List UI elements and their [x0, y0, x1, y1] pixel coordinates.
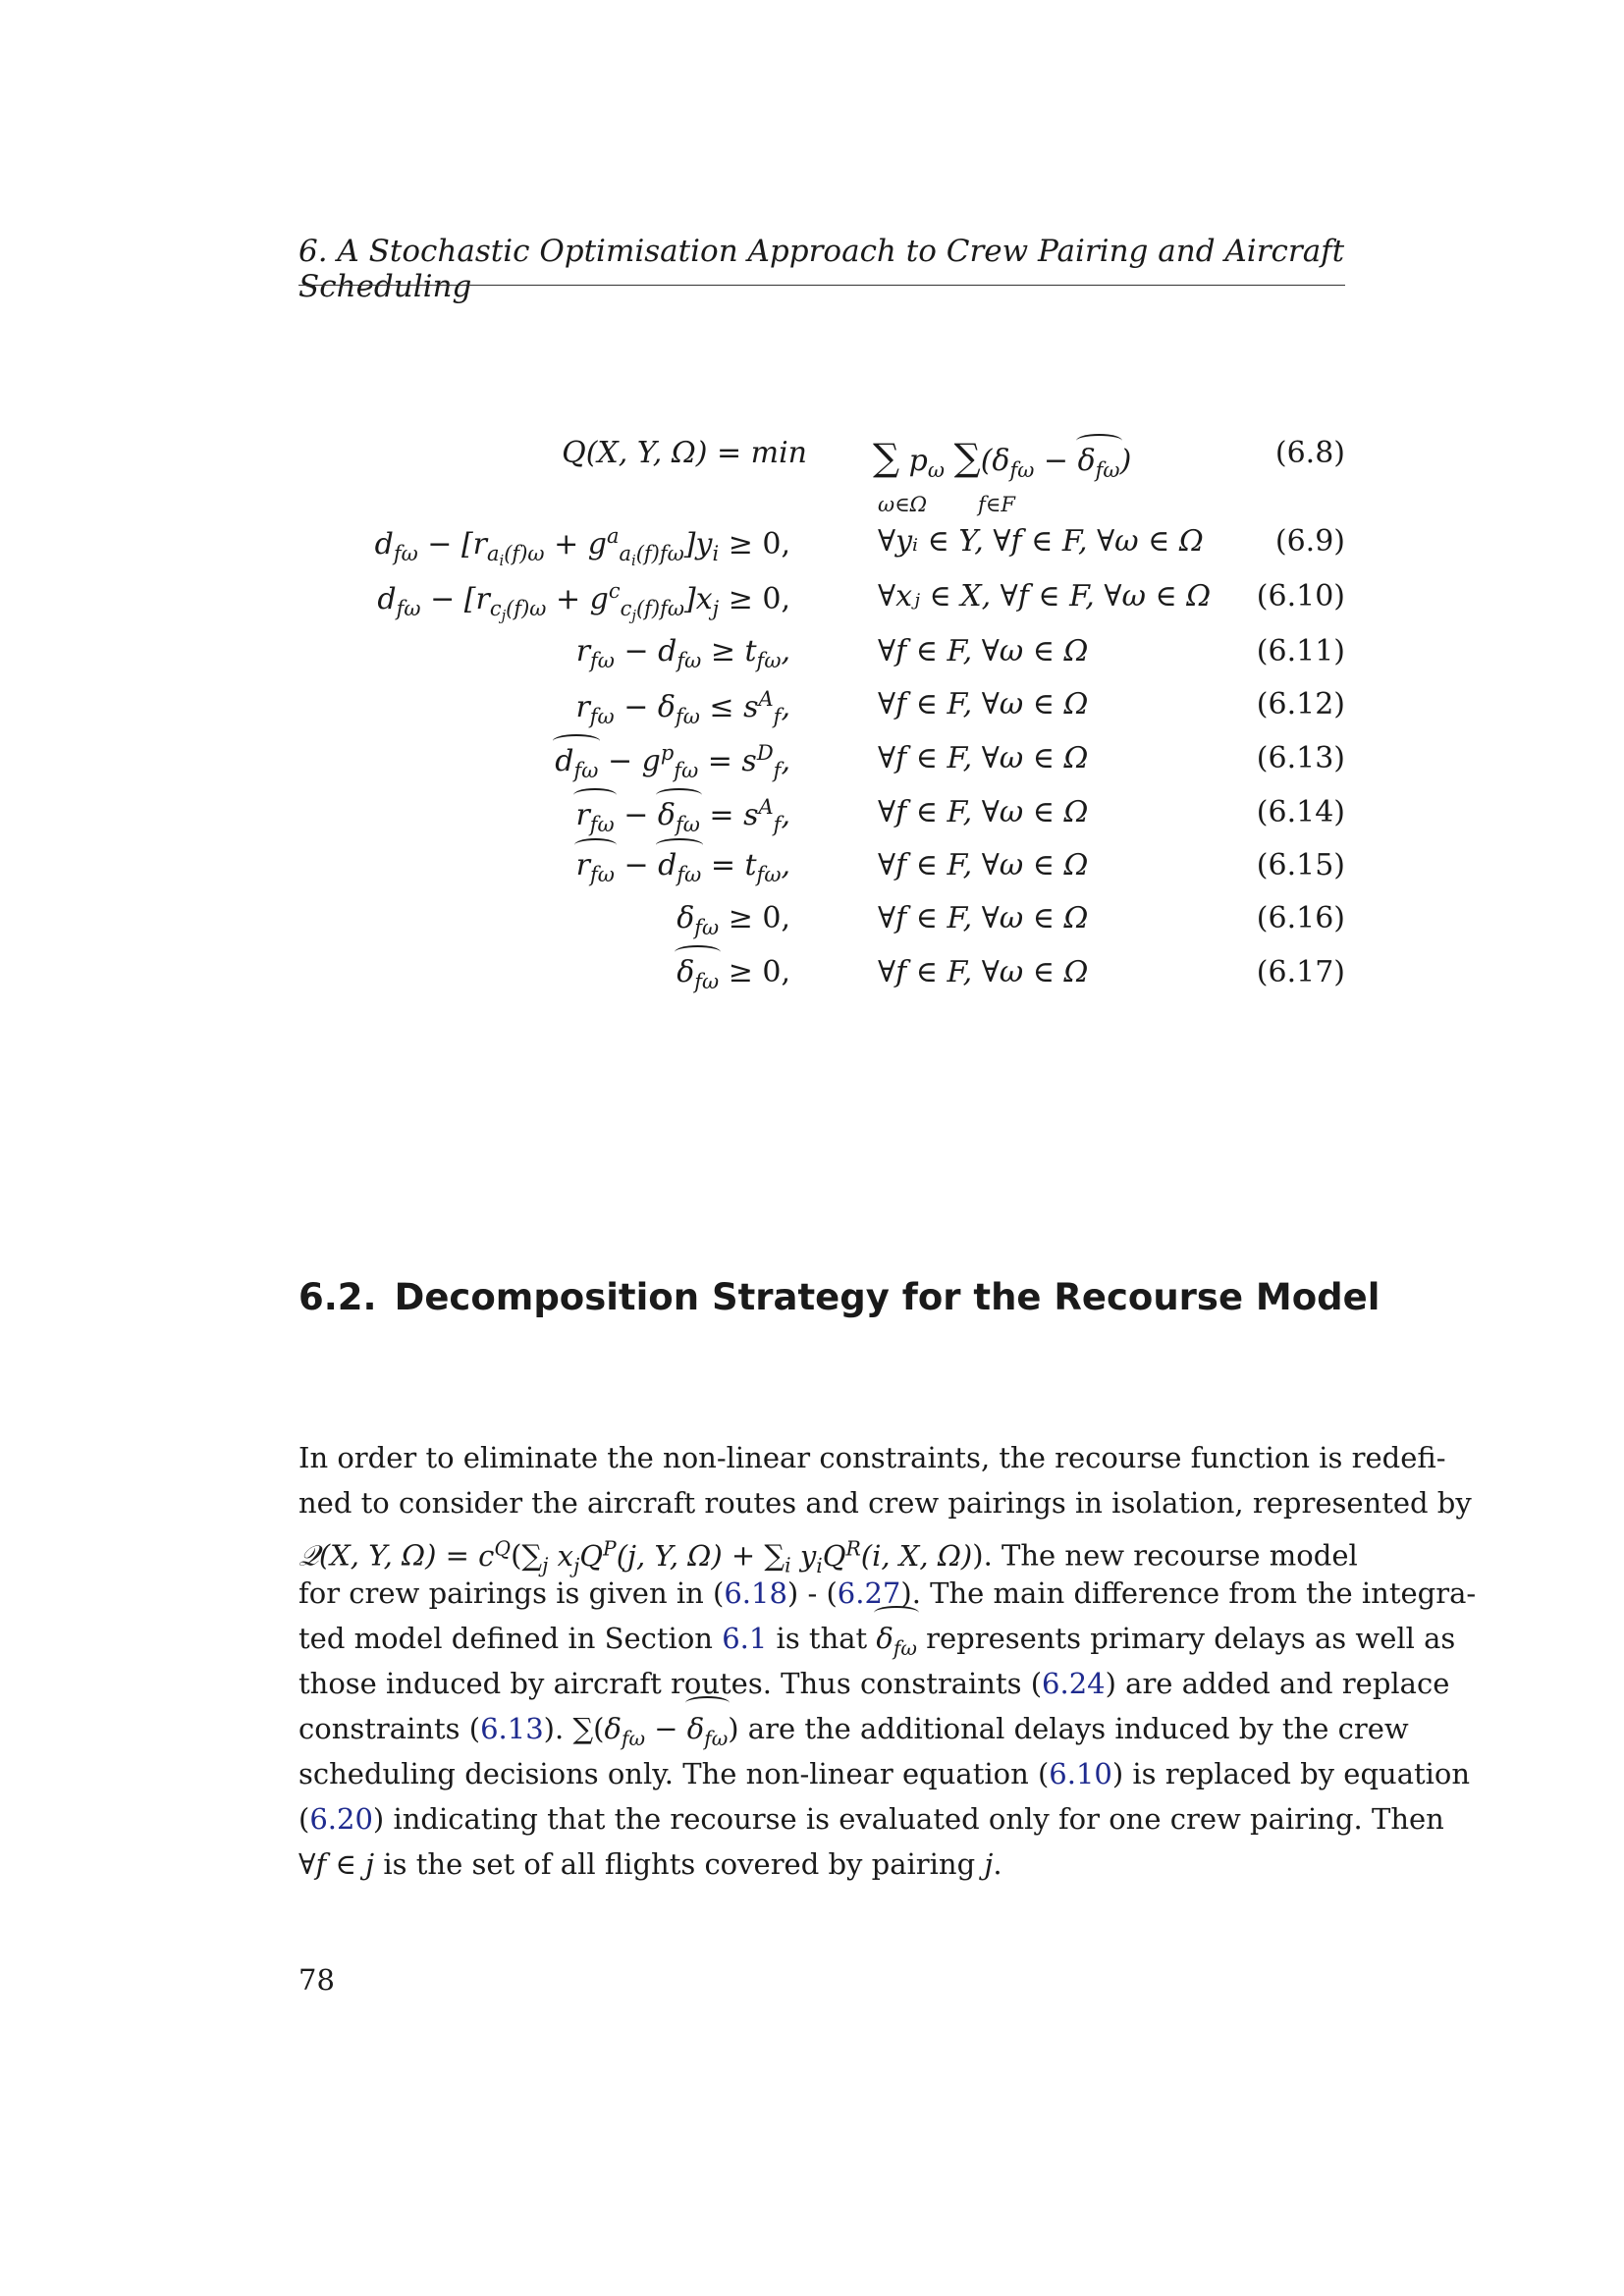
equation-6-15 — [298, 848, 1345, 903]
equation-condition: ∀f ∈ F, ∀ω ∈ Ω — [878, 848, 1089, 882]
equation-condition: ∀yᵢ ∈ Y, ∀f ∈ F, ∀ω ∈ Ω — [878, 524, 1204, 559]
sum-subscript-omega: ω∈Ω — [878, 493, 928, 516]
equation-number: (6.8) — [1274, 436, 1345, 470]
equation-lhs: Q(X, Y, Ω) = min — [562, 436, 807, 470]
equation-lhs: $r_{f\omega} - \delta_{f\omega} = s^A_f$, — [575, 795, 790, 836]
text-fragment: those induced by aircraft routes. Thus constraints ( — [298, 1667, 1043, 1700]
equation-condition: ∀xⱼ ∈ X, ∀f ∈ F, ∀ω ∈ Ω — [878, 579, 1212, 614]
equation-6-16 — [298, 901, 1345, 956]
text-fragment: for crew pairings is given in ( — [298, 1576, 725, 1610]
equation-6-12 — [298, 687, 1345, 742]
equation-6-13 — [298, 741, 1345, 796]
text-line — [298, 1661, 1450, 1706]
equation-6-14 — [298, 795, 1345, 850]
text-fragment: . The new recourse model — [983, 1538, 1358, 1573]
equation-lhs: $\delta_{f\omega} \ge 0$, — [677, 955, 790, 993]
text-fragment: ( — [298, 1802, 310, 1836]
text-line: 𝒬(X, Y, $\Omega) = c^Q(\sum_j$ $x_jQ^P(j$, Y, $\Omega) + \sum_i$ $y_iQ^R(i$, X, Ω)). The new recourse model — [298, 1536, 1358, 1577]
text-line — [298, 1796, 1444, 1842]
sum-subscript-f: f∈F — [978, 493, 1015, 516]
text-fragment: ). The main difference from the integra- — [900, 1576, 1477, 1610]
body-paragraph — [298, 1435, 1477, 1887]
text-fragment: ). — [543, 1712, 573, 1745]
equation-condition: ∀f ∈ F, ∀ω ∈ Ω — [878, 901, 1089, 935]
equation-number: (6.13) — [1256, 741, 1345, 775]
equation-condition: ∀f ∈ F, ∀ω ∈ Ω — [878, 687, 1089, 721]
text-fragment: ∀f ∈ — [298, 1847, 366, 1881]
equation-condition: ∀f ∈ F, ∀ω ∈ Ω — [878, 634, 1089, 668]
text-line — [298, 1751, 1471, 1796]
text-fragment: ) indicating that the recourse is evaluated only for one crew pairing. Then — [372, 1802, 1444, 1836]
equation-number: (6.10) — [1256, 579, 1345, 614]
equation-number: (6.12) — [1256, 687, 1345, 721]
equation-link[interactable]: 6.24 — [1042, 1667, 1106, 1700]
text-line — [298, 1571, 1477, 1616]
section-link[interactable]: 6.1 — [722, 1622, 768, 1655]
text-line — [298, 1842, 1345, 1887]
equation-lhs: $d_{f\omega} - [r_{a_i(f)\omega} + g^a_{a_i(f)f\omega}]y_i \ge 0$, — [374, 524, 790, 570]
text-fragment: j — [365, 1847, 375, 1881]
equation-6-17 — [298, 955, 1345, 1010]
text-fragment: . — [993, 1847, 1002, 1881]
equation-6-10 — [298, 579, 1345, 634]
page-number: 78 — [298, 1963, 335, 1997]
equation-number: (6.16) — [1256, 901, 1345, 935]
equation-6-11 — [298, 634, 1345, 689]
equation-link[interactable]: 6.20 — [309, 1802, 373, 1836]
section-number: 6.2. — [298, 1276, 377, 1318]
text-fragment: represents primary delays as well as — [916, 1622, 1456, 1655]
text-fragment: is the set of all flights covered by pairing — [374, 1847, 985, 1881]
text-fragment: ) are added and replace — [1105, 1667, 1450, 1700]
text-fragment: constraints ( — [298, 1712, 481, 1745]
text-line: ted model defined in Section 6.1 is that $\delta_{f\omega}$ represents primary delays as well as — [298, 1616, 1345, 1661]
running-header: 6. A Stochastic Optimisation Approach to Crew Pairing and Aircraft Scheduling — [298, 234, 1345, 304]
equation-link[interactable]: 6.10 — [1049, 1757, 1112, 1790]
equation-link[interactable]: 6.13 — [480, 1712, 544, 1745]
equation-lhs: $r_{f\omega} - d_{f\omega} \ge t_{f\omega}$, — [575, 634, 790, 672]
equation-lhs: $d_{f\omega} - g^p_{f\omega} = s^D_f$, — [555, 741, 790, 782]
text-fragment: j — [984, 1847, 994, 1881]
text-fragment: is that — [767, 1622, 877, 1655]
text-fragment: are the additional delays induced by the crew — [738, 1712, 1409, 1745]
text-line: ned to consider the aircraft routes and crew pairings in isolation, represented by — [298, 1486, 1472, 1520]
section-heading — [298, 1276, 1380, 1318]
text-fragment: ted model defined in Section — [298, 1622, 723, 1655]
equation-link[interactable]: 6.27 — [837, 1576, 901, 1610]
equation-lhs: $r_{f\omega} - d_{f\omega} = t_{f\omega}$, — [575, 848, 790, 886]
equation-number: (6.17) — [1256, 955, 1345, 989]
equation-6-8 — [298, 436, 1345, 516]
header-rule — [298, 285, 1345, 286]
text-fragment: ) - ( — [786, 1576, 838, 1610]
equation-lhs: $\delta_{f\omega} \ge 0$, — [677, 901, 790, 939]
equation-number: (6.15) — [1256, 848, 1345, 882]
equation-condition: ∀f ∈ F, ∀ω ∈ Ω — [878, 795, 1089, 829]
equation-number: (6.9) — [1274, 524, 1345, 559]
equation-number: (6.11) — [1256, 634, 1345, 668]
text-fragment: scheduling decisions only. The non-linear equation ( — [298, 1757, 1050, 1790]
objective-expression: ∑ $p_\omega$ $\sum(\delta_{f\omega} - \delta_{f\omega})$ — [873, 436, 1132, 482]
equation-condition: ∀f ∈ F, ∀ω ∈ Ω — [878, 741, 1089, 775]
text-line: constraints (6.13). $\sum(\delta_{f\omega} - \delta_{f\omega})$ are the additional delays induced by the crew — [298, 1706, 1345, 1751]
equation-condition: ∀f ∈ F, ∀ω ∈ Ω — [878, 955, 1089, 989]
section-title: Decomposition Strategy for the Recourse Model — [394, 1276, 1380, 1318]
equation-number: (6.14) — [1256, 795, 1345, 829]
text-fragment: ) is replaced by equation — [1111, 1757, 1471, 1790]
text-line: In order to eliminate the non-linear constraints, the recourse function is redefi- — [298, 1441, 1446, 1474]
equation-lhs: $d_{f\omega} - [r_{c_j(f)\omega} + g^c_{c_j(f)f\omega}]x_j \ge 0$, — [377, 579, 790, 625]
equation-lhs: $r_{f\omega} - \delta_{f\omega} \le s^A_f$, — [575, 687, 790, 728]
equation-6-9 — [298, 524, 1345, 579]
equation-link[interactable]: 6.18 — [724, 1576, 787, 1610]
